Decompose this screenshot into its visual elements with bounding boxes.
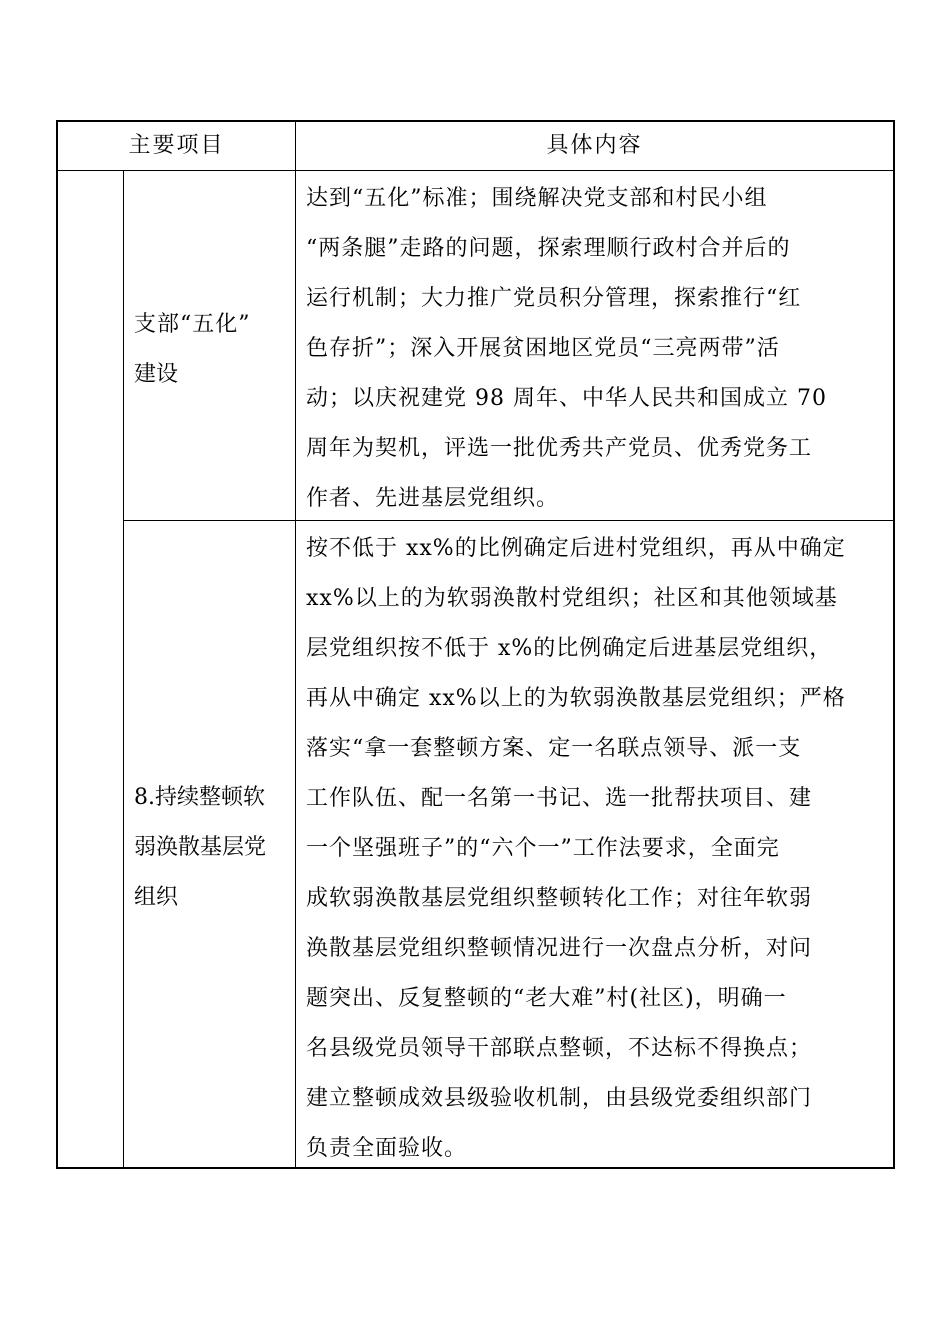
content-line: “两条腿”走路的问题，探索理顺行政村合并后的 xyxy=(306,236,791,261)
content-line: 运行机制；大力推广党员积分管理，探索推行“红 xyxy=(306,286,802,311)
content-line: 按不低于 xx%的比例确定后进村党组织，再从中确定 xyxy=(306,536,846,561)
content-line: 层党组织按不低于 x%的比例确定后进基层党组织， xyxy=(306,636,833,661)
content-line: 建立整顿成效县级验收机制，由县级党委组织部门 xyxy=(306,1086,813,1111)
header-main-item: 主要项目 xyxy=(128,133,225,158)
content-line: 负责全面验收。 xyxy=(306,1136,468,1161)
row-2-label-line: 8.持续整顿软 xyxy=(134,785,265,810)
row-2-label-line: 组织 xyxy=(134,885,179,910)
column-divider-main xyxy=(295,120,296,1169)
content-line: 工作队伍、配一名第一书记、选一批帮扶项目、建 xyxy=(306,786,813,811)
content-line: 作者、先进基层党组织。 xyxy=(306,486,560,511)
content-line: 周年为契机，评选一批优秀共产党员、优秀党务工 xyxy=(306,436,813,461)
row-1-content xyxy=(306,174,827,524)
content-line: 名县级党员领导干部联点整顿，不达标不得换点； xyxy=(306,1036,813,1061)
content-line: 再从中确定 xx%以上的为软弱涣散基层党组织；严格 xyxy=(306,686,846,711)
row-2-label-line: 弱涣散基层党 xyxy=(134,835,267,860)
content-line: 题突出、反复整顿的“老大难”村(社区)，明确一 xyxy=(306,986,787,1011)
row-2-content xyxy=(306,524,846,1174)
table-border-left xyxy=(56,120,58,1169)
content-line: xx%以上的为软弱涣散村党组织；社区和其他领域基 xyxy=(306,586,838,611)
content-line: 一个坚强班子”的“六个一”工作法要求，全面完 xyxy=(306,836,780,861)
row-1-label-line: 支部“五化” xyxy=(134,312,251,337)
content-line: 色存折”；深入开展贫困地区党员“三亮两带”活 xyxy=(306,336,780,361)
content-line: 达到“五化”标准；围绕解决党支部和村民小组 xyxy=(306,186,768,211)
content-line: 动；以庆祝建党 98 周年、中华人民共和国成立 70 xyxy=(306,386,827,411)
content-line: 落实“拿一套整顿方案、定一名联点领导、派一支 xyxy=(306,736,802,761)
table-border-right xyxy=(893,120,895,1169)
row-1-label-line: 建设 xyxy=(134,362,179,387)
content-line: 成软弱涣散基层党组织整顿转化工作；对往年软弱 xyxy=(306,886,813,911)
row-1-label xyxy=(134,300,251,400)
column-divider-sub xyxy=(123,170,124,1169)
content-line: 涣散基层党组织整顿情况进行一次盘点分析，对问 xyxy=(306,936,813,961)
row-2-label xyxy=(134,773,266,923)
header-content: 具体内容 xyxy=(546,133,643,158)
